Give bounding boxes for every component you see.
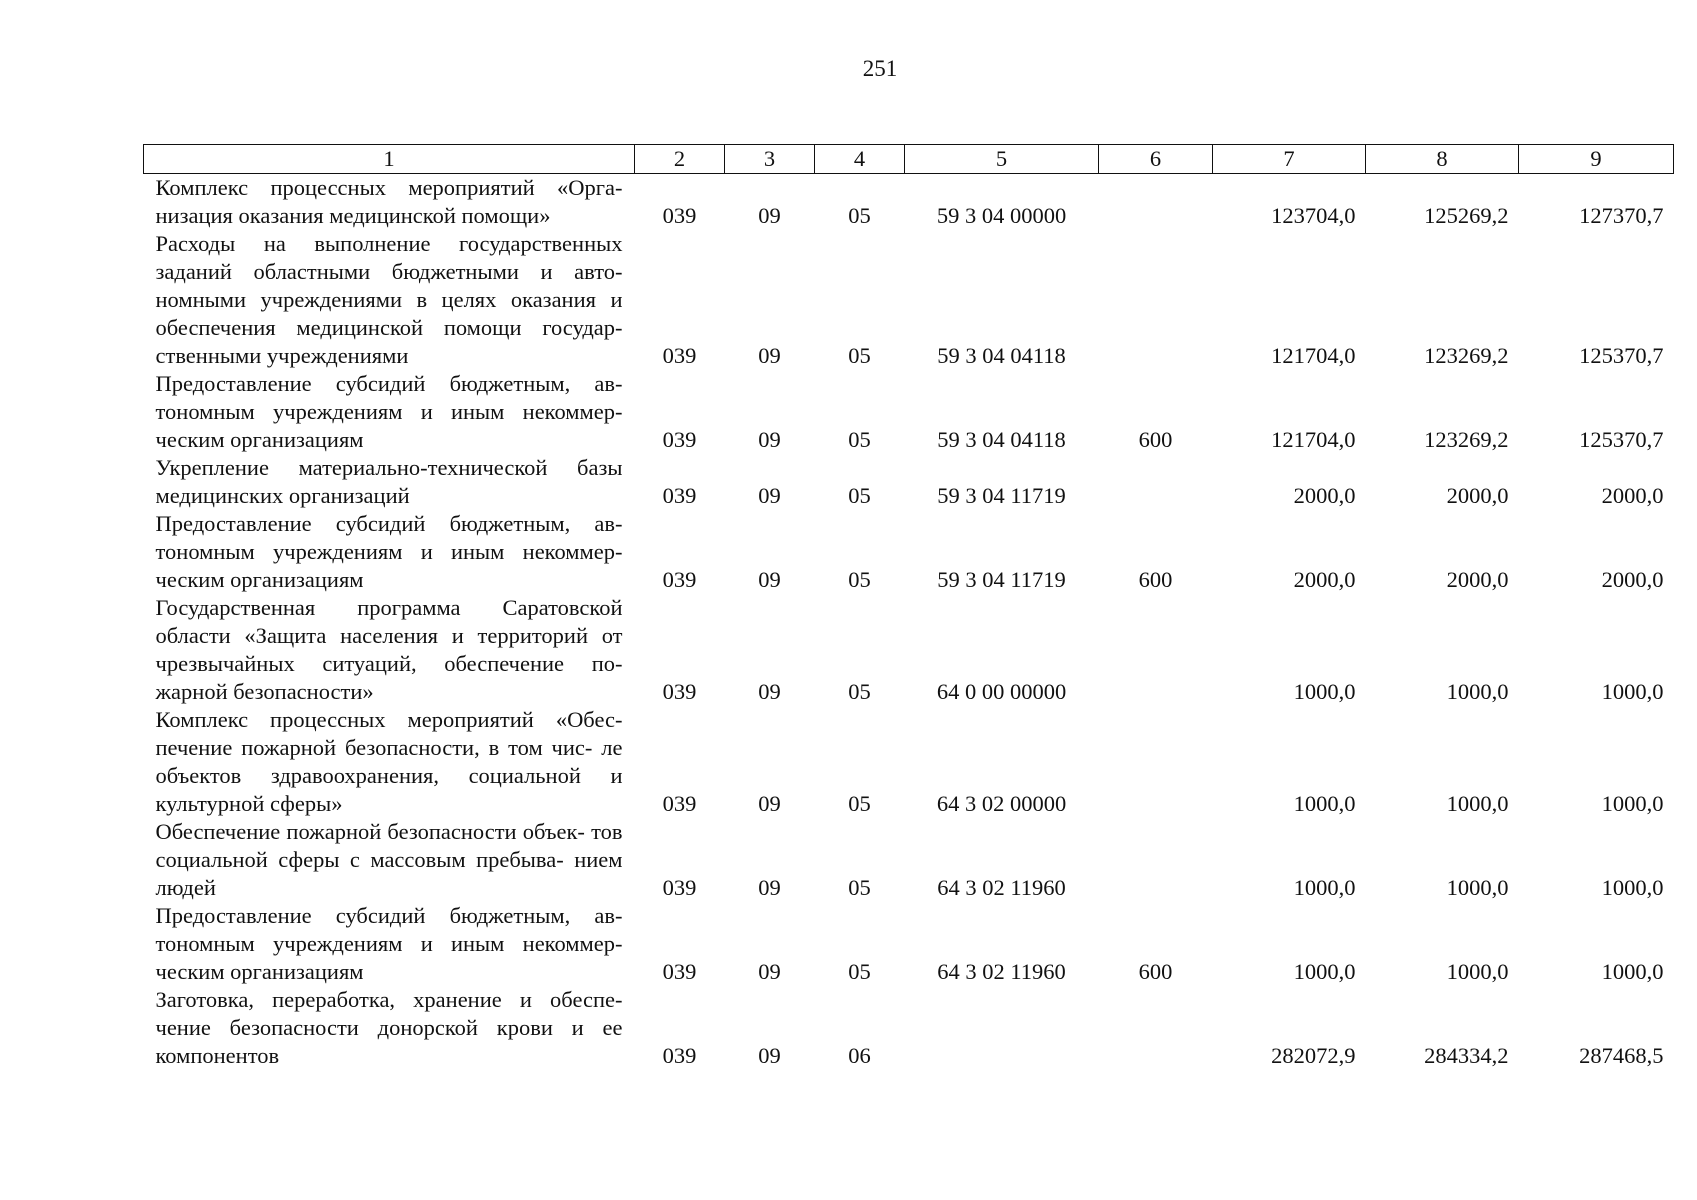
amount-year1-cell: 121704,0 <box>1271 427 1356 452</box>
description-line: компонентов <box>155 1043 280 1068</box>
amount-year3-cell: 1000,0 <box>1601 875 1664 900</box>
amount-year2-cell: 2000,0 <box>1446 567 1509 592</box>
amount-year1-cell: 121704,0 <box>1271 343 1356 368</box>
description-line: обеспечения медицинской помощи государ- <box>155 315 623 340</box>
table-row <box>144 370 1674 454</box>
table-row <box>144 230 1674 370</box>
target-article-cell: 59 3 04 00000 <box>936 203 1067 228</box>
amount-year2-cell: 1000,0 <box>1446 875 1509 900</box>
amount-year2-cell: 125269,2 <box>1424 203 1509 228</box>
section-code-cell: 09 <box>758 679 781 704</box>
description-line: Расходы на выполнение государственных <box>155 231 623 256</box>
target-article-cell: 64 0 00 00000 <box>936 679 1067 704</box>
department-code-cell: 039 <box>662 679 697 704</box>
amount-year3-cell: 2000,0 <box>1601 483 1664 508</box>
description-line: ческим организациям <box>155 567 364 592</box>
amount-year3-cell: 127370,7 <box>1579 203 1664 228</box>
description-line: области «Защита населения и территорий от <box>155 623 623 648</box>
description-line: жарной безопасности» <box>155 679 374 704</box>
subsection-code-cell: 05 <box>848 483 871 508</box>
subsection-code-cell: 05 <box>848 679 871 704</box>
description-line: Предоставление субсидий бюджетным, ав- <box>155 511 623 536</box>
amount-year2-cell: 1000,0 <box>1446 959 1509 984</box>
target-article-cell: 59 3 04 11719 <box>937 567 1066 592</box>
expense-type-cell <box>1099 986 1213 1070</box>
column-header-9: 9 <box>1519 145 1674 174</box>
amount-year3-cell: 125370,7 <box>1579 427 1664 452</box>
row-description-cell <box>144 370 635 454</box>
subsection-code-cell: 05 <box>848 791 871 816</box>
department-code-cell: 039 <box>662 1043 697 1068</box>
amount-year1-cell: 1000,0 <box>1293 959 1356 984</box>
description-line: Предоставление субсидий бюджетным, ав- <box>155 903 623 928</box>
department-code-cell: 039 <box>662 483 697 508</box>
subsection-code-cell: 05 <box>848 343 871 368</box>
row-description-cell <box>144 902 635 986</box>
amount-year1-cell: 1000,0 <box>1293 791 1356 816</box>
expense-type-cell: 600 <box>1138 567 1173 592</box>
row-description-cell <box>144 986 635 1070</box>
table-row <box>144 706 1674 818</box>
row-description-cell <box>144 230 635 370</box>
row-description-cell <box>144 510 635 594</box>
amount-year3-cell: 287468,5 <box>1579 1043 1664 1068</box>
expense-type-cell <box>1099 230 1213 370</box>
column-header-7: 7 <box>1213 145 1366 174</box>
description-line: Укрепление материально-технической базы <box>155 455 623 480</box>
target-article-cell: 64 3 02 11960 <box>937 959 1066 984</box>
table-body <box>144 174 1674 1071</box>
row-description-cell <box>144 818 635 902</box>
subsection-code-cell: 05 <box>848 567 871 592</box>
amount-year1-cell: 1000,0 <box>1293 679 1356 704</box>
table-row <box>144 594 1674 706</box>
section-code-cell: 09 <box>758 427 781 452</box>
column-header-4: 4 <box>815 145 905 174</box>
amount-year2-cell: 284334,2 <box>1424 1043 1509 1068</box>
row-description-cell <box>144 454 635 510</box>
section-code-cell: 09 <box>758 567 781 592</box>
description-line: чение безопасности донорской крови и ее <box>155 1015 623 1040</box>
subsection-code-cell: 05 <box>848 203 871 228</box>
amount-year1-cell: 2000,0 <box>1293 567 1356 592</box>
expense-type-cell <box>1099 818 1213 902</box>
subsection-code-cell: 06 <box>848 1043 871 1068</box>
description-line: низация оказания медицинской помощи» <box>155 203 551 228</box>
description-line: ческим организациям <box>155 959 364 984</box>
table-row <box>144 174 1674 231</box>
target-article-cell: 64 3 02 11960 <box>937 875 1066 900</box>
amount-year3-cell: 1000,0 <box>1601 959 1664 984</box>
department-code-cell: 039 <box>662 427 697 452</box>
amount-year3-cell: 1000,0 <box>1601 679 1664 704</box>
description-line: Государственная программа Саратовской <box>155 595 623 620</box>
column-header-3: 3 <box>725 145 815 174</box>
row-description-cell <box>144 594 635 706</box>
description-line: номными учреждениями в целях оказания и <box>155 287 623 312</box>
department-code-cell: 039 <box>662 875 697 900</box>
expense-type-cell <box>1099 454 1213 510</box>
subsection-code-cell: 05 <box>848 959 871 984</box>
section-code-cell: 09 <box>758 875 781 900</box>
target-article-cell: 59 3 04 11719 <box>937 483 1066 508</box>
section-code-cell: 09 <box>758 483 781 508</box>
section-code-cell: 09 <box>758 791 781 816</box>
subsection-code-cell: 05 <box>848 427 871 452</box>
description-line: тов социальной сферы с массовым пребыва- <box>155 819 623 872</box>
description-line: Комплекс процессных мероприятий «Орга- <box>155 175 623 200</box>
column-header-1: 1 <box>144 145 635 174</box>
description-line: нием людей <box>155 847 623 900</box>
description-line: ле объектов здравоохранения, социальной и <box>155 735 623 788</box>
description-line: ческим организациям <box>155 427 364 452</box>
table-row <box>144 902 1674 986</box>
expense-type-cell <box>1099 174 1213 231</box>
description-line: заданий областными бюджетными и авто- <box>155 259 623 284</box>
amount-year2-cell: 2000,0 <box>1446 483 1509 508</box>
description-line: Комплекс процессных мероприятий «Обес- <box>155 707 623 732</box>
amount-year2-cell: 1000,0 <box>1446 679 1509 704</box>
department-code-cell: 039 <box>662 959 697 984</box>
section-code-cell: 09 <box>758 203 781 228</box>
department-code-cell: 039 <box>662 343 697 368</box>
amount-year1-cell: 1000,0 <box>1293 875 1356 900</box>
page-number: 251 <box>862 56 898 81</box>
description-line: тономным учреждениям и иным некоммер- <box>155 931 623 956</box>
amount-year3-cell: 1000,0 <box>1601 791 1664 816</box>
table-row <box>144 986 1674 1070</box>
table-row <box>144 510 1674 594</box>
expense-type-cell: 600 <box>1138 427 1173 452</box>
amount-year1-cell: 282072,9 <box>1271 1043 1356 1068</box>
subsection-code-cell: 05 <box>848 875 871 900</box>
section-code-cell: 09 <box>758 343 781 368</box>
column-header-8: 8 <box>1366 145 1519 174</box>
description-line: медицинских организаций <box>155 483 410 508</box>
table-row <box>144 818 1674 902</box>
amount-year3-cell: 2000,0 <box>1601 567 1664 592</box>
amount-year1-cell: 2000,0 <box>1293 483 1356 508</box>
department-code-cell: 039 <box>662 567 697 592</box>
section-code-cell: 09 <box>758 1043 781 1068</box>
amount-year2-cell: 123269,2 <box>1424 343 1509 368</box>
expense-type-cell <box>1099 706 1213 818</box>
expense-type-cell: 600 <box>1138 959 1173 984</box>
expense-type-cell <box>1099 594 1213 706</box>
amount-year3-cell: 125370,7 <box>1579 343 1664 368</box>
section-code-cell: 09 <box>758 959 781 984</box>
target-article-cell <box>905 986 1099 1070</box>
description-line: Обеспечение пожарной безопасности объек- <box>155 819 585 844</box>
description-line: ственными учреждениями <box>155 343 409 368</box>
description-line: тономным учреждениям и иным некоммер- <box>155 399 623 424</box>
row-description-cell <box>144 706 635 818</box>
column-header-6: 6 <box>1099 145 1213 174</box>
description-line: культурной сферы» <box>155 791 343 816</box>
amount-year2-cell: 123269,2 <box>1424 427 1509 452</box>
description-line: тономным учреждениям и иным некоммер- <box>155 539 623 564</box>
amount-year2-cell: 1000,0 <box>1446 791 1509 816</box>
description-line: чрезвычайных ситуаций, обеспечение по- <box>155 651 623 676</box>
description-line: Предоставление субсидий бюджетным, ав- <box>155 371 623 396</box>
target-article-cell: 64 3 02 00000 <box>936 791 1067 816</box>
table-row <box>144 454 1674 510</box>
budget-table <box>143 144 1674 1070</box>
row-description-cell <box>144 174 635 231</box>
column-header-5: 5 <box>905 145 1099 174</box>
target-article-cell: 59 3 04 04118 <box>937 427 1066 452</box>
table-header-row <box>144 145 1674 174</box>
description-line: Заготовка, переработка, хранение и обеспе- <box>155 987 623 1012</box>
column-header-2: 2 <box>635 145 725 174</box>
description-line: печение пожарной безопасности, в том чис- <box>155 735 593 760</box>
target-article-cell: 59 3 04 04118 <box>937 343 1066 368</box>
amount-year1-cell: 123704,0 <box>1271 203 1356 228</box>
department-code-cell: 039 <box>662 791 697 816</box>
department-code-cell: 039 <box>662 203 697 228</box>
